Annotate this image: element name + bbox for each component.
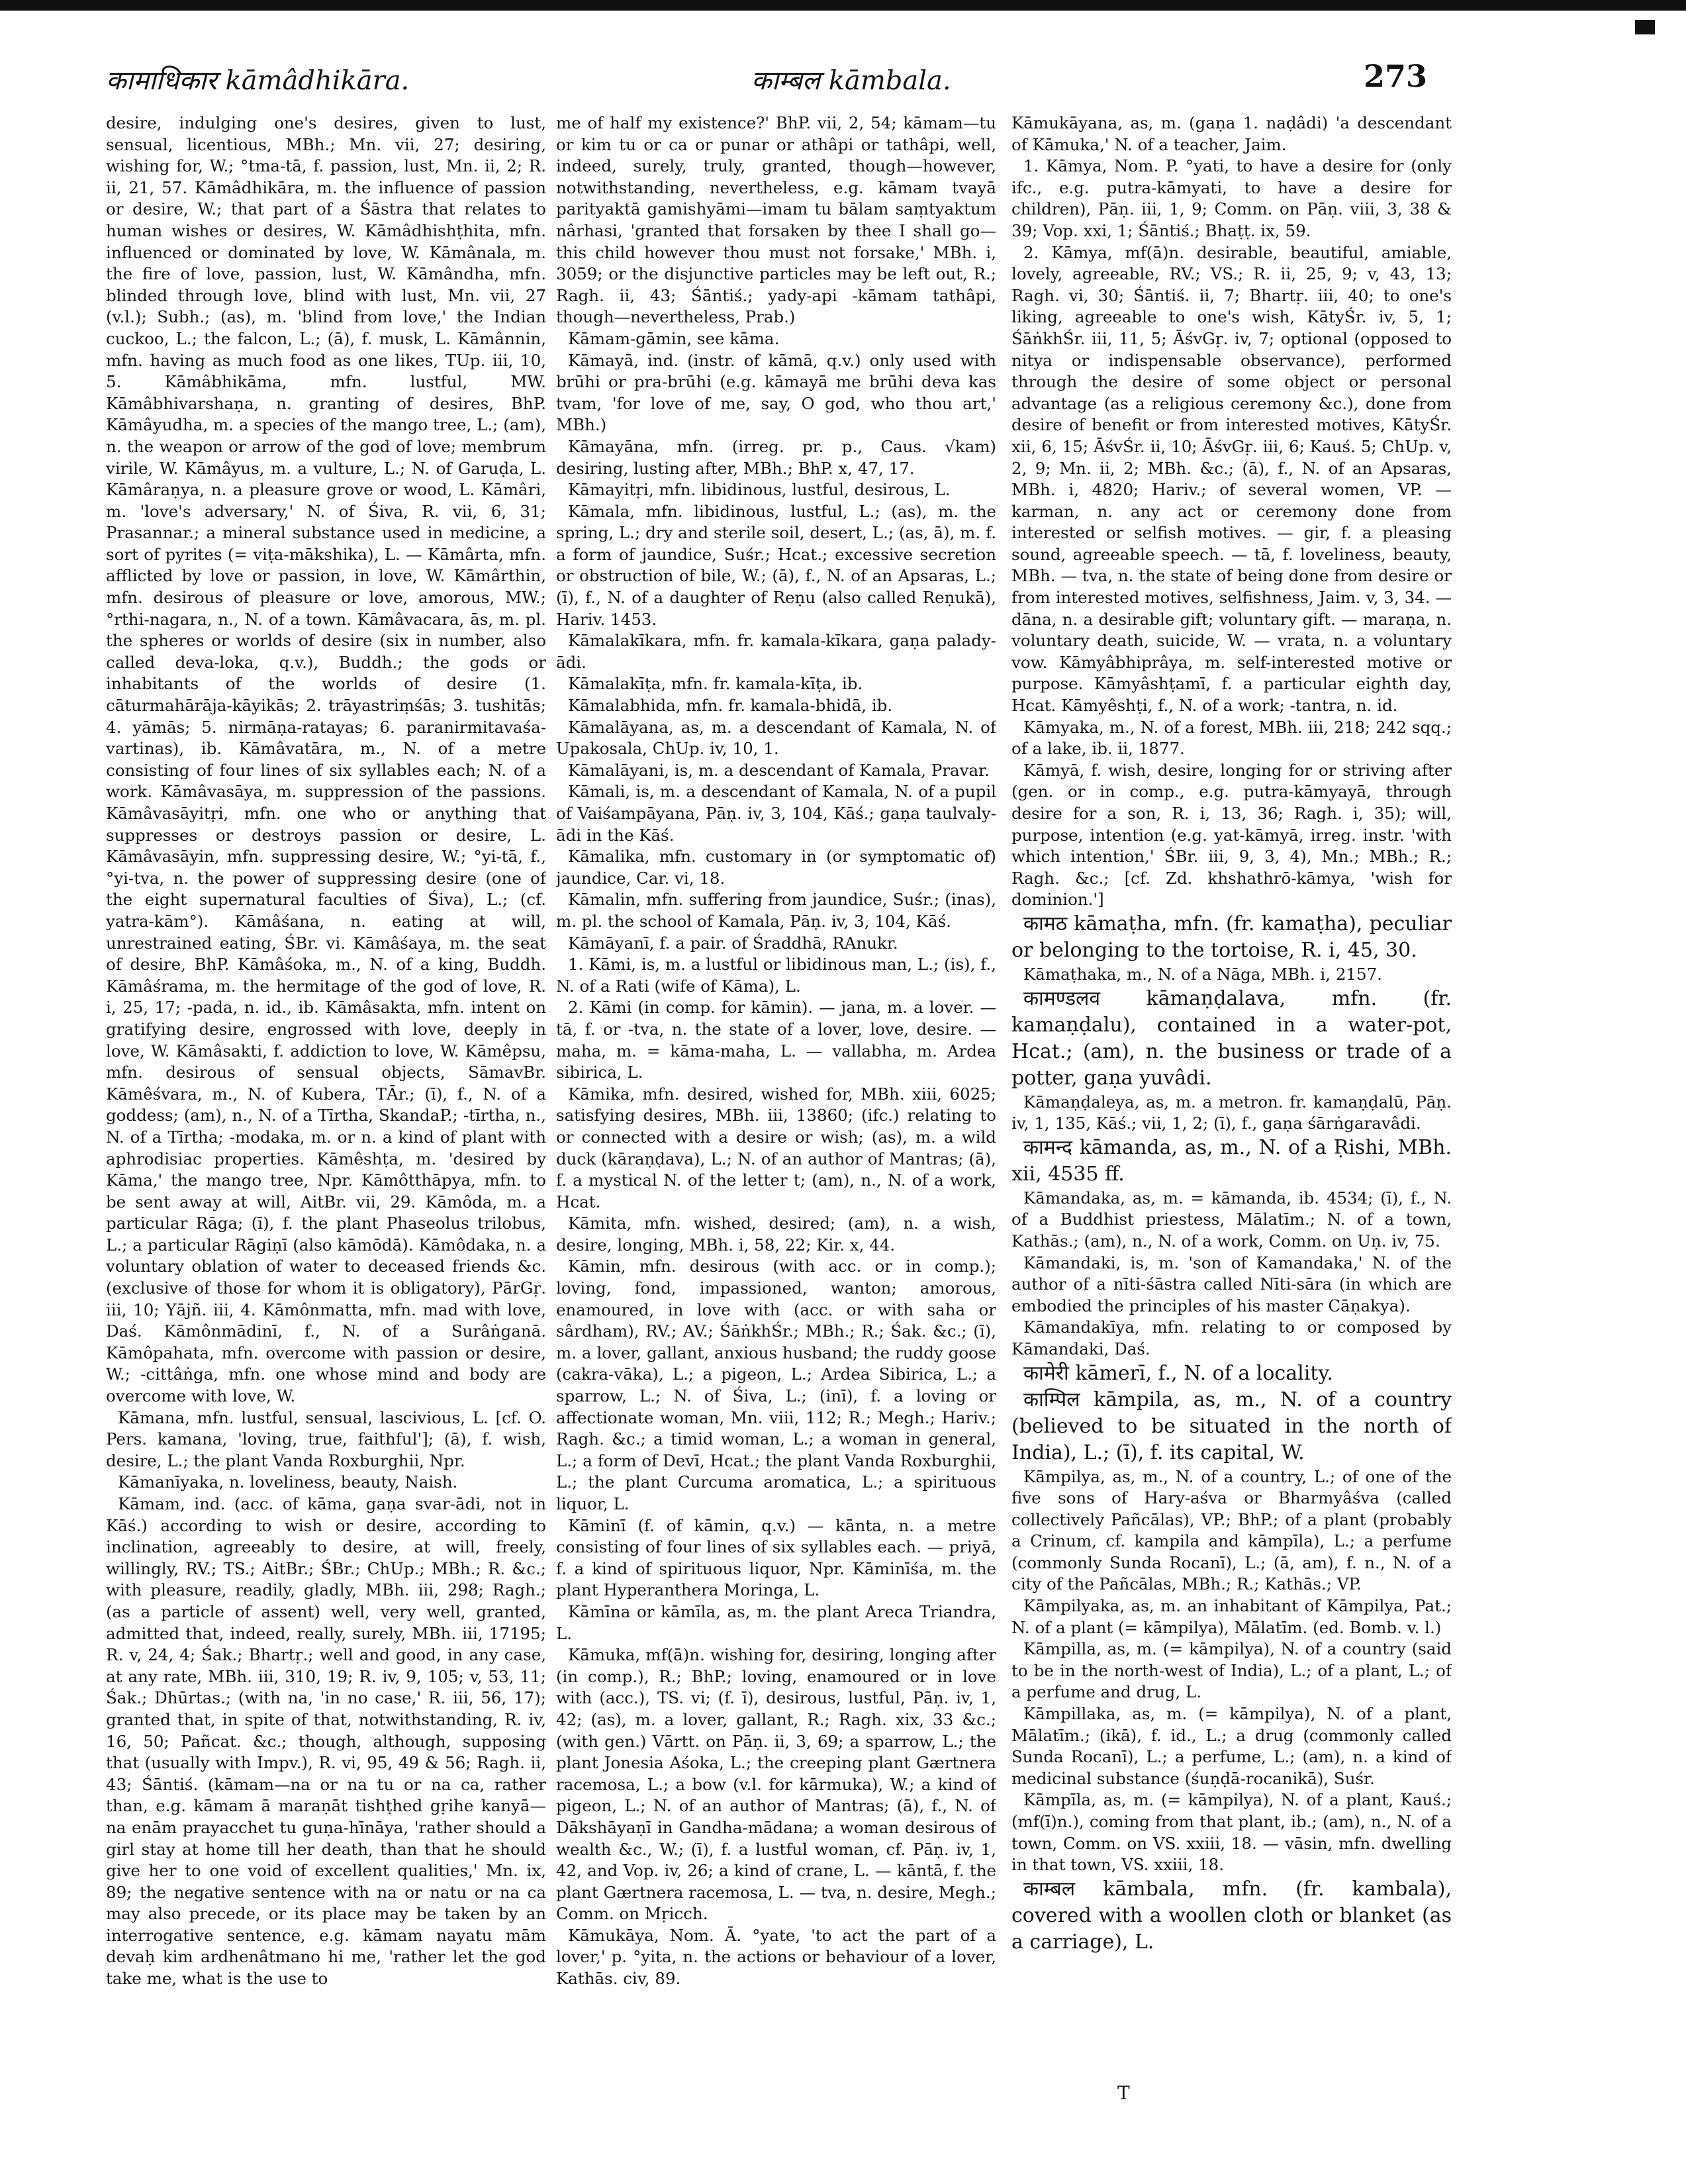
entry-paragraph: Kāmaṭhaka, m., N. of a Nāga, MBh. i, 2157. <box>1023 964 1382 984</box>
entry-paragraph: me of half my existence?' BhP. vii, 2, 54; kāmam—tu or kim tu or ca or punar or athâpi or tathâpi, well, indeed, surely, truly, granted, though—however, notwithstanding, nevertheless, e.g. kāmam tvayā parityaktā gamishyāmi—imam tu bālam saṃtyaktum nârhasi, 'granted that forsaken by thee I shall go—this child however thou must not forsake,' MBh. i, 3059; or the disjunctive particles may be left out, R.; Ragh. ii, 43; Śāntiś.; yady-api -kāmam tathâpi, though—nevertheless, Prab.) <box>556 113 996 327</box>
scan-edge-mark <box>1635 20 1655 34</box>
entry-paragraph: Kāmayā, ind. (instr. of kāmā, q.v.) only used with brūhi or pra-brūhi (e.g. kāmayā me brūhi deva kas tvam, 'for love of me, say, O god, who thou art,' MBh.) <box>556 350 996 435</box>
entry-paragraph: Kāmpilya, as, m., N. of a country, L.; of one of the five sons of Hary-aśva or Bharmyâśva (called collectively Pañcālas), VP.; BhP.; of a plant (probably a Crinum, cf. kampila and kāmpīla), L.; a perfume (commonly Sunda Rocanī), L.; (ā, am), f. n., N. of a city of the Pañcālas, MBh.; R.; Kathās.; VP. <box>1011 1466 1452 1594</box>
entry-paragraph: 1. Kāmya, Nom. P. °yati, to have a desire for (only ifc., e.g. putra-kāmyati, to have a desire for children), Pāṇ. iii, 1, 9; Comm. on Pāṇ. viii, 3, 38 & 39; Vop. xxi, 1; Śāntiś.; Bhaṭṭ. ix, 59. <box>1011 156 1452 240</box>
entry-paragraph: 2. Kāmya, mf(ā)n. desirable, beautiful, amiable, lovely, agreeable, RV.; VS.; R. ii, 25, 9; v, 43, 13; Ragh. vi, 30; Śāntiś. ii, 7; Bhartṛ. iii, 40; to one's liking, agreeable to one's wish, KātyŚr. iv, 5, 1; ŚāṅkhŚr. iii, 11, 5; ĀśvGṛ. iv, 7; optional (opposed to nitya or indispensable observance), performed through the desire of some object or personal advantage (as a religious ceremony &c.), done from desire of benefit or from interested motives, KātyŚr. xii, 6, 15; ĀśvŚr. ii, 10; ĀśvGṛ. iii, 6; Kauś. 5; ChUp. v, 2, 9; Mn. ii, 2; MBh. &c.; (ā), f., N. of an Apsaras, MBh. i, 4820; Hariv.; of several women, VP. — karman, n. any act or ceremony done from interested or selfish motives. — gir, f. a pleasing sound, agreeable speech. — tā, f. loveliness, beauty, MBh. — tva, n. the state of being done from desire or from interested motives, selfishness, Jaim. v, 3, 34. — dāna, n. a desirable gift; voluntary gift. — maraṇa, n. voluntary death, suicide, W. — vrata, n. a voluntary vow. Kāmyâbhiprâya, m. self-interested motive or purpose. Kāmyâshṭamī, f. a particular eighth day, Hcat. Kāmyêshṭi, f., N. of a work; -tantra, n. id. <box>1011 242 1452 716</box>
entry-paragraph: Kāmalakīkara, mfn. fr. kamala-kīkara, gaṇa palady-ādi. <box>556 631 996 672</box>
entry-paragraph: Kāmyā, f. wish, desire, longing for or striving after (gen. or in comp., e.g. putra-kāmyayā, through desire for a son, R. i, 13, 36; Ragh. i, 35); will, purpose, intention (e.g. yat-kāmyā, irreg. instr. 'with which intention,' ŚBr. iii, 9, 3, 4), Mn.; MBh.; R.; Ragh. &c.; [cf. Zd. khshathrō-kāmya, 'wish for dominion.'] <box>1011 760 1452 910</box>
entry-paragraph: Kāmin, mfn. desirous (with acc. or in comp.); loving, fond, impassioned, wanton; amorous, enamoured, in love with (acc. or with saha or sârdham), RV.; AV.; ŚāṅkhŚr.; MBh.; R.; Śak. &c.; (ī), m. a lover, gallant, anxious husband; the ruddy goose (cakra-vāka), L.; a pigeon, L.; Ardea Sibirica, L.; a sparrow, L.; N. of Śiva, L.; (inī), f. a loving or affectionate woman, Mn. viii, 112; R.; Megh.; Hariv.; Ragh. &c.; a timid woman, L.; a woman in general, L.; a form of Devī, Hcat.; the plant Vanda Roxburghii, L.; the plant Curcuma aromatica, L.; a spirituous liquor, L. <box>556 1257 996 1513</box>
entry-paragraph: Kāmpillaka, as, m. (= kāmpilya), N. of a plant, Mālatīm.; (ikā), f. id., L.; a drug (commonly called Sunda Rocanī), L.; a perfume, L.; (am), n. a kind of medicinal substance (śuṇḍā-rocanikā), Suśr. <box>1011 1704 1452 1788</box>
signature-mark: T <box>1117 2082 1130 2104</box>
entry-paragraph: Kāmalakīṭa, mfn. fr. kamala-kīṭa, ib. <box>568 674 863 694</box>
header-center-title: काम्बल kāmbala. <box>751 66 951 96</box>
entry-paragraph: कामठ kāmaṭha, mfn. (fr. kamaṭha), peculiar or belonging to the tortoise, R. i, 45, 30. <box>1011 912 1452 962</box>
entry-paragraph: Kāmuka, mf(ā)n. wishing for, desiring, longing after (in comp.), R.; BhP.; loving, enamoured or in love with (acc.), TS. vi; (f. ī), desirous, lustful, Pāṇ. iv, 1, 42; (as), m. a lover, gallant, R.; Ragh. xix, 33 &c.; (with gen.) Vārtt. on Pāṇ. ii, 3, 69; a sparrow, L.; the plant Jonesia Aśoka, L.; the creeping plant Gærtnera racemosa, L.; a bow (v.l. for kārmuka), W.; a kind of pigeon, L.; N. of an author of Mantras; (ā), f., N. of Dākshāyaṇī in Gandha-mādana; a woman desirous of wealth &c., W.; (ī), f. a lustful woman, cf. Pāṇ. iv, 1, 42, and Vop. iv, 26; a kind of crane, L. — kāntā, f. the plant Gærtnera racemosa, L. — tva, n. desire, Megh.; Comm. on Mṛicch. <box>556 1645 996 1924</box>
entry-paragraph: कामेरी kāmerī, f., N. of a locality. <box>1023 1361 1333 1385</box>
entry-paragraph: Kāmalāyana, as, m. a descendant of Kamala, N. of Upakosala, ChUp. iv, 10, 1. <box>556 717 996 759</box>
entry-paragraph: Kāmaṇḍaleya, as, m. a metron. fr. kamaṇḍalū, Pāṇ. iv, 1, 135, Kāś.; vii, 1, 2; (ī), f., gaṇa śārṅgaravâdi. <box>1011 1092 1452 1133</box>
entry-paragraph: Kāmyaka, m., N. of a forest, MBh. iii, 218; 242 sqq.; of a lake, ib. ii, 1877. <box>1011 717 1452 759</box>
column-3 <box>1011 113 1452 2085</box>
entry-paragraph: 1. Kāmi, is, m. a lustful or libidinous man, L.; (is), f., N. of a Rati (wife of Kāma), L. <box>556 955 996 996</box>
header-left-title: कामाधिकार kāmâdhikāra. <box>106 66 410 96</box>
entry-paragraph: Kāmandaki, is, m. 'son of Kamandaka,' N. of the author of a nīti-śāstra called Nīti-sāra (in which are embodied the principles of his master Cāṇakya). <box>1011 1253 1452 1315</box>
entry-paragraph: Kāmam, ind. (acc. of kāma, gaṇa svar-ādi, not in Kāś.) according to wish or desire, according to inclination, agreeably to desire, at will, freely, willingly, RV.; TS.; AitBr.; ŚBr.; ChUp.; MBh.; R. &c.; with pleasure, readily, gladly, MBh. iii, 298; Ragh.; (as a particle of assent) well, very well, granted, admitted that, indeed, really, surely, MBh. iii, 17195; R. v, 24, 4; Śak.; Bhartṛ.; well and good, in any case, at any rate, MBh. iii, 310, 19; R. iv, 9, 105; v, 53, 11; Śak.; Dhūrtas.; (with na, 'in no case,' R. iii, 56, 17); granted that, in spite of that, notwithstanding, R. iv, 16, 50; Pañcat. &c.; though, although, supposing that (usually with Impv.), R. vi, 95, 49 & 56; Ragh. ii, 43; Śāntiś. (kāmam—na or na tu or na ca, rather than, e.g. kāmam ā maraṇāt tishṭhed gṛihe kanyā—na enām prayacchet tu guṇa-hīnāya, 'rather should a girl stay at home till her death, than that he should give her to one void of excellent qualities,' Mn. ix, 89; the negative sentence with na or natu or na ca may also precede, or its place may be taken by an interrogative sentence, e.g. kāmam nayatu mām devaḥ kim ardhenâtmano hi me, 'rather let the god take me, what is the use to <box>106 1494 546 1989</box>
entry-paragraph: Kāmāyanī, f. a pair. of Śraddhā, RAnukr. <box>568 933 898 953</box>
entry-paragraph: Kāmika, mfn. desired, wished for, MBh. xiii, 6025; satisfying desires, MBh. iii, 13860; (ifc.) relating to or connected with a desire or wish; (as), m. a wild duck (kāraṇḍava), L.; N. of an author of Mantras; (ā), f. a mystical N. of the letter t; (am), n., N. of a work, Hcat. <box>556 1084 996 1211</box>
entry-paragraph: कामन्द kāmanda, as, m., N. of a Ṛishi, MBh. xii, 4535 ff. <box>1011 1135 1452 1186</box>
entry-paragraph: Kāmukāya, Nom. Ā. °yate, 'to act the part of a lover,' p. °yita, n. the actions or behaviour of a lover, Kathās. civ, 89. <box>556 1925 996 1989</box>
column-1 <box>106 113 546 2085</box>
entry-paragraph: Kāmali, is, m. a descendant of Kamala, N. of a pupil of Vaiśampāyana, Pāṇ. iv, 3, 104, Kāś.; gaṇa taulvaly-ādi in the Kāś. <box>556 782 996 845</box>
entry-paragraph: Kāmala, mfn. libidinous, lustful, L.; (as), m. the spring, L.; dry and sterile soil, desert, L.; (as, ā), m. f. a form of jaundice, Suśr.; Hcat.; excessive secretion or obstruction of bile, W.; (ā), f., N. of an Apsaras, L.; (ī), f., N. of a daughter of Reṇu (also called Reṇukā), Hariv. 1453. <box>556 501 996 629</box>
entry-paragraph: Kāmandaka, as, m. = kāmanda, ib. 4534; (ī), f., N. of a Buddhist priestess, Mālatīm.; N. of a town, Kathās.; (am), n., N. of a work, Comm. on Uṇ. iv, 75. <box>1011 1188 1452 1251</box>
entry-paragraph: Kāmīna or kāmīla, as, m. the plant Areca Triandra, L. <box>556 1601 996 1643</box>
entry-paragraph: Kāmpilla, as, m. (= kāmpilya), N. of a country (said to be in the north-west of India), L.; of a plant, L.; of a perfume and drug, L. <box>1011 1639 1452 1702</box>
top-scan-bar <box>0 0 1686 11</box>
entry-paragraph: Kāmpīla, as, m. (= kāmpilya), N. of a plant, Kauś.; (mf(ī)n.), coming from that plant, ib.; (am), n., N. of a town, Comm. on VS. xxiii, 18. — vāsin, mfn. dwelling in that town, VS. xxiii, 18. <box>1011 1790 1452 1875</box>
entry-paragraph: Kāmalin, mfn. suffering from jaundice, Suśr.; (inas), m. pl. the school of Kamala, Pāṇ. iv, 3, 104, Kāś. <box>556 890 996 931</box>
entry-paragraph: Kāminī (f. of kāmin, q.v.) — kānta, n. a metre consisting of four lines of six syllables each. — priyā, f. a kind of spirituous liquor, Npr. Kāminīśa, m. the plant Hyperanthera Moringa, L. <box>556 1515 996 1600</box>
entry-paragraph: Kāmalabhida, mfn. fr. kamala-bhidā, ib. <box>568 696 893 716</box>
entry-paragraph: Kāmana, mfn. lustful, sensual, lascivious, L. [cf. O. Pers. kamana, 'loving, true, faithful']; (ā), f. wish, desire, L.; the plant Vanda Roxburghii, Npr. <box>106 1407 546 1470</box>
entry-paragraph: काम्पिल kāmpila, as, m., N. of a country (believed to be situated in the north of India), L.; (ī), f. its capital, W. <box>1011 1388 1452 1464</box>
entry-paragraph: कामण्डलव kāmaṇḍalava, mfn. (fr. kamaṇḍalu), contained in a water-pot, Hcat.; (am), n. the business or trade of a potter, gaṇa yuvâdi. <box>1011 986 1452 1090</box>
entry-paragraph: Kāmayāna, mfn. (irreg. pr. p., Caus. √kam) desiring, lusting after, MBh.; BhP. x, 47, 17. <box>556 436 996 478</box>
entry-paragraph: Kāmalāyani, is, m. a descendant of Kamala, Pravar. <box>568 760 990 780</box>
column-2 <box>556 113 996 2085</box>
entry-paragraph: काम्बल kāmbala, mfn. (fr. kambala), covered with a woollen cloth or blanket (as a carriage), L. <box>1011 1877 1452 1954</box>
entry-paragraph: Kāmita, mfn. wished, desired; (am), n. a wish, desire, longing, MBh. i, 58, 22; Kir. x, 44. <box>556 1213 996 1255</box>
entry-paragraph: Kāmukāyana, as, m. (gaṇa 1. naḍâdi) 'a descendant of Kāmuka,' N. of a teacher, Jaim. <box>1011 113 1452 154</box>
page-number: 273 <box>1364 58 1428 94</box>
entry-paragraph: Kāmpilyaka, as, m. an inhabitant of Kāmpilya, Pat.; N. of a plant (= kāmpilya), Mālatīm. (ed. Bomb. v. l.) <box>1011 1596 1452 1637</box>
page-header <box>106 58 1430 101</box>
entry-paragraph: Kāmam-gāmin, see kāma. <box>568 328 780 348</box>
entry-paragraph: desire, indulging one's desires, given to lust, sensual, licentious, MBh.; Mn. vii, 27; desiring, wishing for, W.; °tma-tā, f. passion, lust, Mn. ii, 2; R. ii, 21, 57. Kāmâdhikāra, m. the influence of passion or desire, W.; that part of a Śāstra that relates to human wishes or desires, W. Kāmâdhishṭhita, mfn. influenced or dominated by love, W. Kāmânala, m. the fire of love, passion, lust, W. Kāmândha, mfn. blinded through love, blind with lust, Mn. vii, 27 (v.l.); Subh.; (as), m. 'blind from love,' the Indian cuckoo, L.; the falcon, L.; (ā), f. musk, L. Kāmânnin, mfn. having as much food as one likes, TUp. iii, 10, 5. Kāmâbhikāma, mfn. lustful, MW. Kāmâbhivarshaṇa, n. granting of desires, BhP. Kāmâyudha, m. a species of the mango tree, L.; (am), n. the weapon or arrow of the god of love; membrum virile, W. Kāmâyus, m. a vulture, L.; N. of Garuḍa, L. Kāmâraṇya, n. a pleasure grove or wood, L. Kāmâri, m. 'love's adversary,' N. of Śiva, R. vii, 6, 31; Prasannar.; a mineral substance used in medicine, a sort of pyrites (= viṭa-mākshika), L. — Kāmârta, mfn. afflicted by love or passion, in love, W. Kāmârthin, mfn. desirous of pleasure or love, amorous, MW.; °rthi-nagara, n., N. of a town. Kāmâvacara, ās, m. pl. the spheres or worlds of desire (six in number, also called deva-loka, q.v.), Buddh.; the gods or inhabitants of the worlds of desire (1. cāturmahārāja-kāyikās; 2. trāyastriṃśās; 3. tushitās; 4. yāmās; 5. nirmāṇa-ratayas; 6. paranirmitavaśa-vartinas), ib. Kāmâvatāra, m., N. of a metre consisting of four lines of six syllables each; N. of a work. Kāmâvasāya, m. suppression of the passions. Kāmâvasāyitṛi, mfn. one who or anything that suppresses or destroys passion or desire, L. Kāmâvasāyin, mfn. suppressing desire, W.; °yi-tā, f., °yi-tva, n. the power of suppressing desire (one of the eight supernatural faculties of Śiva), L.; (cf. yatra-kām°). Kāmâśana, n. eating at will, unrestrained eating, ŚBr. vi. Kāmâśaya, m. the seat of desire, BhP. Kāmâśoka, m., N. of a king, Buddh. Kāmâśrama, m. the hermitage of the god of love, R. i, 25, 17; -pada, n. id., ib. Kāmâsakta, mfn. intent on gratifying desire, engrossed with love, deeply in love, W. Kāmâsakti, f. addiction to love, W. Kāmêpsu, mfn. desirous of sensual objects, SāmavBr. Kāmêśvara, m., N. of Kubera, TĀr.; (ī), f., N. of a goddess; (am), n., N. of a Tīrtha, SkandaP.; -tīrtha, n., N. of a Tīrtha; -modaka, m. or n. a kind of plant with aphrodisiac properties. Kāmêshṭa, m. 'desired by Kāma,' the mango tree, Npr. Kāmôtthāpya, mfn. to be sent away at will, AitBr. vii, 29. Kāmôda, m. a particular Rāga; (ī), f. the plant Phaseolus trilobus, L.; a particular Rāgiṇī (also kāmōdā). Kāmôdaka, n. a voluntary oblation of water to deceased friends &c. (exclusive of those for whom it is obligatory), PārGṛ. iii, 10; Yājñ. iii, 4. Kāmônmatta, mfn. mad with love, Daś. Kāmônmādinī, f., N. of a Surâṅganā. Kāmôpahata, mfn. overcome with passion or desire, W.; -cittâṅga, mfn. one whose mind and body are overcome with love, W. <box>106 113 546 1406</box>
entry-paragraph: 2. Kāmi (in comp. for kāmin). — jana, m. a lover. — tā, f. or -tva, n. the state of a lover, love, desire. — maha, m. = kāma-maha, L. — vallabha, m. Ardea sibirica, L. <box>556 998 996 1082</box>
entry-paragraph: Kāmalika, mfn. customary in (or symptomatic of) jaundice, Car. vi, 18. <box>556 847 996 888</box>
entry-paragraph: Kāmayitṛi, mfn. libidinous, lustful, desirous, L. <box>568 480 951 500</box>
entry-paragraph: Kāmanīyaka, n. loveliness, beauty, Naish. <box>118 1472 458 1492</box>
entry-paragraph: Kāmandakīya, mfn. relating to or composed by Kāmandaki, Daś. <box>1011 1317 1452 1358</box>
